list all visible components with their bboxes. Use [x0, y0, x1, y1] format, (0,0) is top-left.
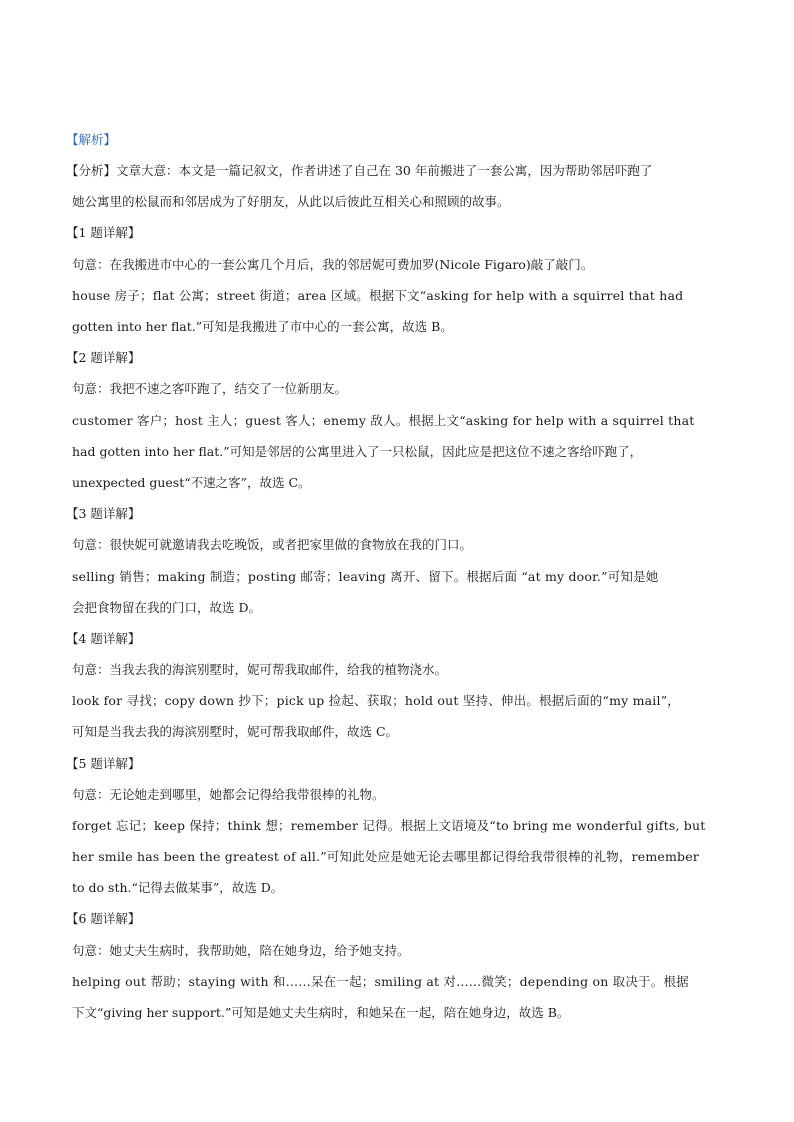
detail-4-line-2: look for 寻找；copy down 抄下；pick up 捡起、获取；hold out 坚持、伸出。根据后面的“my mail”， [72, 693, 680, 708]
detail-3-line-2: selling 销售；making 制造；posting 邮寄；leaving 离开、留下。根据后面 “at my door.”可知是她 [72, 569, 659, 584]
detail-1-line-2: house 房子；flat 公寓；street 街道；area 区域。根据下文“asking for help with a squirrel that had [72, 288, 684, 303]
detail-1-title: 【1 题详解】 [66, 225, 141, 240]
detail-5-line-2: forget 忘记；keep 保持；think 想；remember 记得。根据上文语境及“to bring me wonderful gifts, but [72, 818, 706, 833]
summary-line-1: 【分析】文章大意：本文是一篇记叙文，作者讲述了自己在 30 年前搬进了一套公寓，因为帮助邻居吓跑了 [66, 163, 653, 178]
detail-5-title: 【5 题详解】 [66, 756, 141, 771]
detail-1-line-1: 句意：在我搬进市中心的一套公寓几个月后，我的邻居妮可费加罗(Nicole Figaro)敲了敲门。 [72, 257, 594, 272]
analysis-heading: 【解析】 [66, 132, 117, 147]
detail-2-line-2: customer 客户；host 主人；guest 客人；enemy 敌人。根据上文“asking for help with a squirrel that [72, 413, 695, 428]
detail-3-line-3: 会把食物留在我的门口，故选 D。 [72, 600, 261, 615]
detail-5-line-3: her smile has been the greatest of all.”可知此处应是她无论去哪里都记得给我带很棒的礼物，remember [72, 849, 700, 864]
detail-2-line-4: unexpected guest“不速之客”，故选 C。 [72, 475, 311, 490]
detail-2-title: 【2 题详解】 [66, 350, 141, 365]
detail-3-line-1: 句意：很快妮可就邀请我去吃晚饭，或者把家里做的食物放在我的门口。 [72, 537, 473, 552]
detail-4-line-3: 可知是当我去我的海滨别墅时，妮可帮我取邮件，故选 C。 [72, 724, 399, 739]
detail-4-title: 【4 题详解】 [66, 631, 141, 646]
detail-5-line-1: 句意：无论她走到哪里，她都会记得给我带很棒的礼物。 [72, 787, 385, 802]
detail-1-line-3: gotten into her flat.”可知是我搬进了市中心的一套公寓，故选 B。 [72, 319, 453, 334]
detail-6-line-3: 下文“giving her support.”可知是她丈夫生病时，和她呆在一起，陪在她身边，故选 B。 [72, 1005, 570, 1020]
detail-6-line-1: 句意：她丈夫生病时，我帮助她，陪在她身边，给予她支持。 [72, 943, 410, 958]
detail-4-line-1: 句意：当我去我的海滨别墅时，妮可帮我取邮件，给我的植物浇水。 [72, 662, 448, 677]
detail-3-title: 【3 题详解】 [66, 506, 141, 521]
detail-2-line-1: 句意：我把不速之客吓跑了，结交了一位新朋友。 [72, 381, 348, 396]
detail-6-title: 【6 题详解】 [66, 911, 141, 926]
detail-5-line-4: to do sth.“记得去做某事”，故选 D。 [72, 880, 284, 895]
summary-line-2: 她公寓里的松鼠而和邻居成为了好朋友，从此以后彼此互相关心和照顾的故事。 [72, 194, 510, 209]
detail-6-line-2: helping out 帮助；staying with 和……呆在一起；smiling at 对……微笑；depending on 取决于。根据 [72, 974, 689, 989]
detail-2-line-3: had gotten into her flat.”可知是邻居的公寓里进入了一只松鼠，因此应是把这位不速之客给吓跑了， [72, 444, 643, 459]
